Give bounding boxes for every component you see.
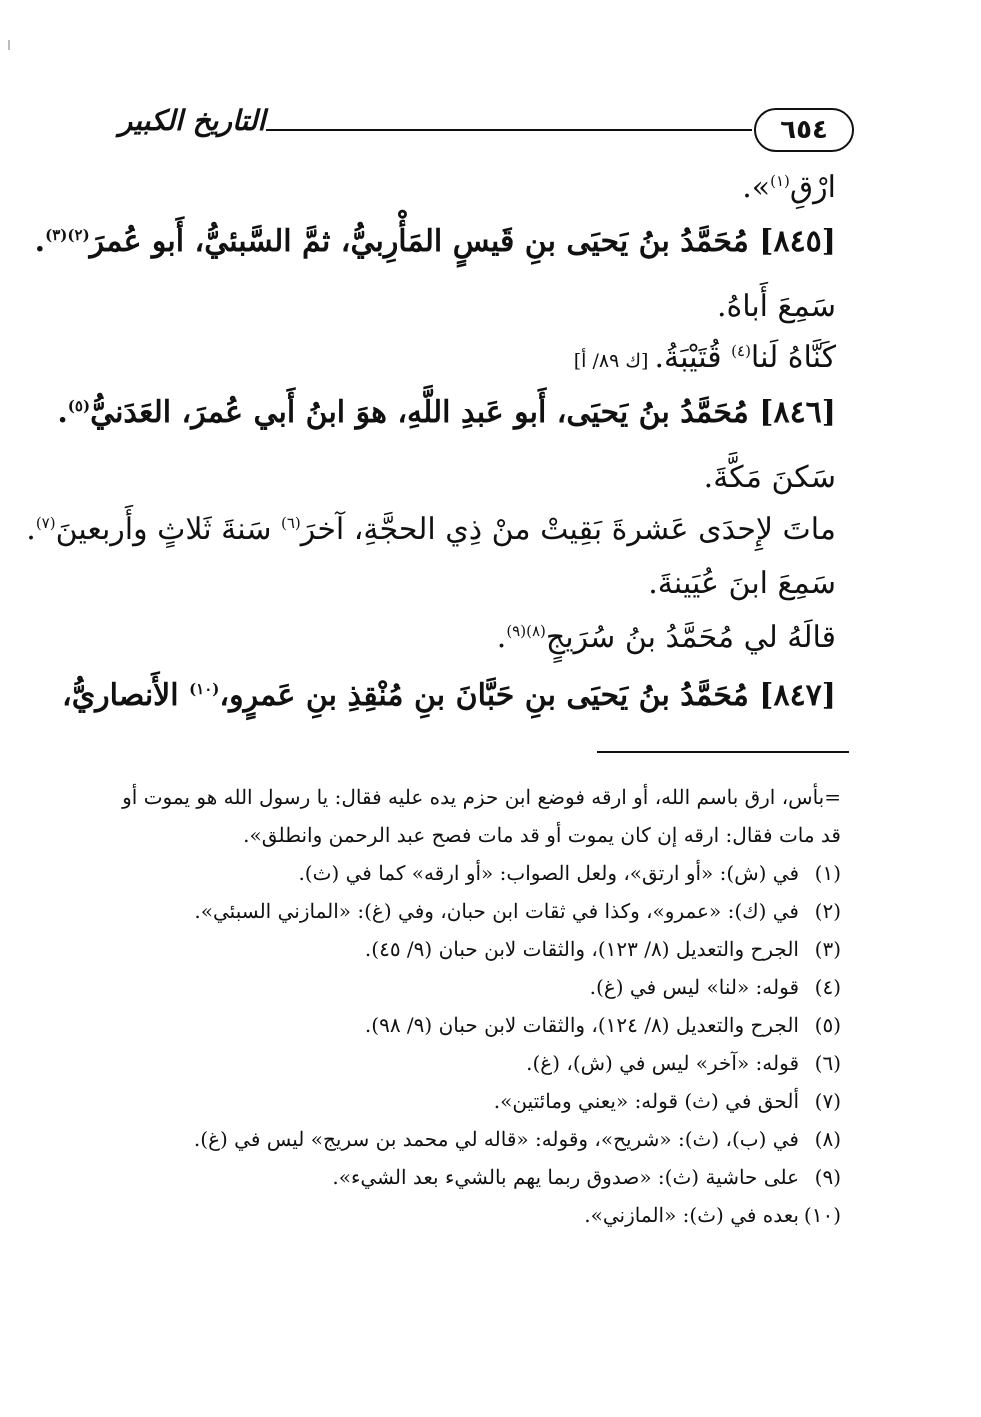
footnote-ref: (٥) <box>67 397 91 415</box>
entry-number: [٨٤٥] <box>759 224 836 259</box>
footnote-item <box>112 1006 841 1044</box>
page-number: ٦٥٤ <box>780 115 828 145</box>
footnote-text: قوله: «آخر» ليس في (ش)، (غ). <box>526 1051 799 1075</box>
footnote-text: في (ك): «عمرو»، وكذا في ثقات ابن حبان، وفي (غ): «المازني السبئي». <box>194 899 799 923</box>
entry-845 <box>35 222 836 262</box>
footnote-text: على حاشية (ث): «صدوق ربما يهم بالشيء بعد الشيء». <box>332 1165 799 1189</box>
footnote-number: (٨) <box>814 1127 841 1151</box>
entry-heading-end: الأَنصاريُّ، <box>62 678 190 713</box>
footnote-ref: (٤) <box>731 342 751 360</box>
entry-heading: مُحَمَّدُ بنُ يَحيَى بنِ حَبَّانَ بنِ مُنْقِذِ بنِ عَمرٍو، <box>219 678 749 713</box>
footnote-number: (٧) <box>814 1089 841 1113</box>
line-end: . <box>496 620 507 655</box>
footnote-item <box>112 1196 841 1234</box>
text-line-mata <box>26 510 836 550</box>
footnote-item <box>112 1044 841 1082</box>
footnote-ref: (٦) <box>281 514 301 532</box>
text-line-sami-ibn-uyaynah: سَمِعَ ابنَ عُيَينةَ. <box>648 566 836 601</box>
footnote-item <box>112 1082 841 1120</box>
footnote-number: (٥) <box>814 1013 841 1037</box>
footnote-ref: (١) <box>770 172 790 190</box>
header-rule <box>266 129 752 131</box>
book-title: التاريخ الكبير <box>118 104 266 137</box>
footnote-text: ألحق في (ث) قوله: «يعني ومائتين». <box>493 1089 799 1113</box>
page-number-badge <box>754 108 854 152</box>
footnote-text: الجرح والتعديل (٨/ ١٢٣)، والثقات لابن حبان (٩/ ٤٥). <box>364 937 799 961</box>
footnotes <box>112 778 841 1234</box>
footnote-text: في (ب)، (ث): «شريح»، وقوله: «قاله لي محمد بن سريج» ليس في (غ). <box>193 1127 799 1151</box>
line-end: . <box>57 395 68 430</box>
footnote-number: (٦) <box>814 1051 841 1075</box>
manuscript-ref: [ك ٨٩/ أ] <box>573 350 655 372</box>
footnote-item <box>112 854 841 892</box>
text-line-qalahu <box>497 618 836 658</box>
entry-847 <box>62 676 836 716</box>
line-end: . <box>26 512 36 547</box>
line-end: ». <box>742 170 771 205</box>
footnote-ref: (٧) <box>35 514 56 532</box>
footnote-text: الجرح والتعديل (٨/ ١٢٤)، والثقات لابن حبان (٩/ ٩٨). <box>364 1013 799 1037</box>
footnote-number: (٣) <box>814 937 841 961</box>
footnote-item <box>112 1120 841 1158</box>
footnote-item <box>112 1158 841 1196</box>
line-end: . <box>34 224 46 259</box>
margin-mark <box>8 40 10 50</box>
entry-846 <box>57 393 836 433</box>
entry-number: [٨٤٦] <box>759 395 836 430</box>
footnote-number: (٩) <box>814 1165 841 1189</box>
footnote-continuation: =بأس، ارق باسم الله، أو ارقه فوضع ابن حزم يده عليه فقال: يا رسول الله هو يموت أو قد مات فقال: ارقه إن كان يموت أو قد مات فصح عبد الرحمن وانطلق». <box>122 785 841 847</box>
footnote-number: (١٠) <box>803 1203 841 1227</box>
death-text: ماتَ لإِحدَى عَشرةَ بَقِيتْ منْ ذِي الحجَّةِ، آخرَ <box>300 512 836 547</box>
continuation-word: ارْقِ <box>789 170 836 205</box>
footnote-ref: (٢)(٣) <box>45 226 90 244</box>
text-line-sakana: سَكنَ مَكَّةَ. <box>703 460 836 495</box>
footnote-text: بعده في (ث): «المازني». <box>584 1203 799 1227</box>
text-line-continuation <box>742 168 836 208</box>
death-year: سَنةَ ثَلاثٍ وأَربعينَ <box>55 512 281 547</box>
footnote-number: (٤) <box>814 975 841 999</box>
entry-heading: مُحَمَّدُ بنُ يَحيَى بنِ قَيسٍ المَأْرِبيُّ، ثمَّ السَّبئيُّ، أَبو عُمرَ <box>89 224 749 259</box>
footnote-text: في (ش): «أو ارتق»، ولعل الصواب: «أو ارقه» كما في (ث). <box>298 861 799 885</box>
text-line-kunyah <box>574 338 836 381</box>
footnote-ref: (٨)(٩) <box>506 622 546 640</box>
entry-number: [٨٤٧] <box>759 678 836 713</box>
footnote-item <box>112 892 841 930</box>
footnote-text: قوله: «لنا» ليس في (غ). <box>589 975 799 999</box>
qalahu-text: قالَهُ لي مُحَمَّدُ بنُ سُرَيجٍ <box>545 620 836 655</box>
kunyah-text: كَنَّاهُ لَنا <box>750 340 836 375</box>
page-header <box>118 100 854 160</box>
footnote-item <box>112 968 841 1006</box>
footnote-number: (٢) <box>814 899 841 923</box>
text-line-sami-abahu: سَمِعَ أَباهُ. <box>716 289 836 324</box>
kunyah-name: قُتَيْبَةُ. <box>654 340 732 375</box>
footnote-separator <box>597 751 849 753</box>
footnote-number: (١) <box>814 861 841 885</box>
footnote-ref: (١٠) <box>189 680 220 698</box>
entry-heading: مُحَمَّدُ بنُ يَحيَى، أَبو عَبدِ اللَّهِ، هوَ ابنُ أَبي عُمرَ، العَدَنيُّ <box>90 395 749 430</box>
footnote-item <box>112 930 841 968</box>
